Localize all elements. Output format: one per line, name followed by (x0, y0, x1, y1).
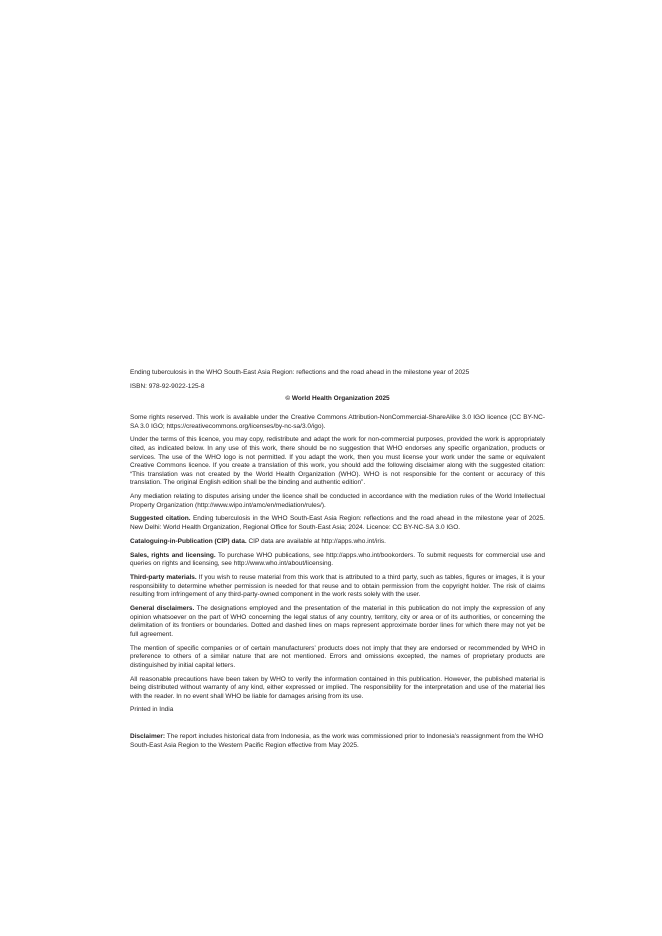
precautions-paragraph: All reasonable precautions have been taken by WHO to verify the information contained in this publication. However, the published material is being distributed without warranty of any kind, either expressed or implied. The responsibility for the interpretation and use of the material lies with the reader. In no event shall WHO be liable for damages arising from its use. (130, 675, 545, 700)
printed-in: Printed in India (130, 706, 174, 714)
cip-paragraph (130, 538, 545, 547)
isbn: ISBN: 978-92-9022-125-8 (130, 382, 205, 390)
copyright-notice: © World Health Organization 2025 (285, 395, 390, 403)
suggested-citation-text: Ending tuberculosis in the WHO South-East Asia Region: reflections and the road ahead in the milestone year of 2025. New Delhi: World Health Organization, Regional Office for South-East Asia; 2024. Licence: CC BY-NC-SA 3.0 IGO. (130, 515, 545, 532)
sales-text: To purchase WHO publications, see http://apps.who.int/bookorders. To submit requests for commercial use and queries on rights and licensing, see http://www.who.int/about/licensing. (130, 551, 545, 568)
rights-reserved-paragraph: Some rights reserved. This work is available under the Creative Commons Attribution-NonCommercial-ShareAlike 3.0 IGO licence (CC BY-NC-SA 3.0 IGO; https://creativecommons.org/licenses/by-nc-sa/3.0/igo). (130, 413, 545, 430)
suggested-citation-paragraph (130, 515, 545, 532)
copyright-page (130, 369, 545, 755)
publication-title: Ending tuberculosis in the WHO South-East Asia Region: reflections and the road ahead in the milestone year of 2025 (130, 369, 470, 376)
general-disclaimers-paragraph (130, 605, 545, 639)
disclaimer-text: The report includes historical data from Indonesia, as the work was commissioned prior to Indonesia’s reassignment from the WHO South-East Asia Region to the Western Pacific Region effective from May 2025. (130, 733, 544, 749)
sales-label: Sales, rights and licensing. (130, 551, 216, 559)
general-disclaimers-label: General disclaimers. (130, 604, 195, 612)
sales-paragraph (130, 552, 545, 569)
indonesia-disclaimer-paragraph (130, 733, 545, 750)
suggested-citation-label: Suggested citation. (130, 515, 191, 523)
third-party-label: Third-party materials. (130, 574, 197, 581)
cip-text: CIP data are available at http://apps.who.int/iris. (246, 537, 386, 545)
mediation-paragraph: Any mediation relating to disputes arising under the licence shall be conducted in accordance with the mediation rules of the World Intellectual Property Organization (http://www.wipo.int/amc/en/mediation/rules/). (130, 493, 545, 509)
general-disclaimers-text: The designations employed and the presentation of the material in this publication do not imply the expression of any opinion whatsoever on the part of WHO concerning the legal status of any country, territory, city or area or of its authorities, or concerning the delimitation of its frontiers or boundaries. Dotted and dashed lines on maps represent approximate border lines for which there may not yet be full agreement. (130, 604, 545, 638)
mention-paragraph: The mention of specific companies or of certain manufacturers’ products does not imply that they are endorsed or recommended by WHO in preference to others of a similar nature that are not mentioned. Errors and omissions excepted, the names of proprietary products are distinguished by initial capital letters. (130, 644, 545, 669)
cip-label: Cataloguing-in-Publication (CIP) data. (130, 537, 247, 545)
third-party-text: If you wish to reuse material from this work that is attributed to a third party, such as tables, figures or images, it is your responsibility to determine whether permission is needed for that reuse and to obtain permission from the copyright holder. The risk of claims resulting from infringement of any third-party-owned component in the work rests solely with the user. (130, 574, 545, 599)
third-party-paragraph (130, 574, 545, 600)
licence-terms-paragraph: Under the terms of this licence, you may copy, redistribute and adapt the work for non-commercial purposes, provided the work is appropriately cited, as indicated below. In any use of this work, there should be no suggestion that WHO endorses any specific organization, products or services. The use of the WHO logo is not permitted. If you adapt the work, then you must license your work under the same or equivalent Creative Commons licence. If you create a translation of this work, you should add the following disclaimer along with the suggested citation: “This translation was not created by the World Health Organization (WHO). WHO is not responsible for the content or accuracy of this translation. The original English edition shall be the binding and authentic edition”. (130, 436, 545, 487)
disclaimer-label: Disclaimer: (130, 733, 166, 741)
